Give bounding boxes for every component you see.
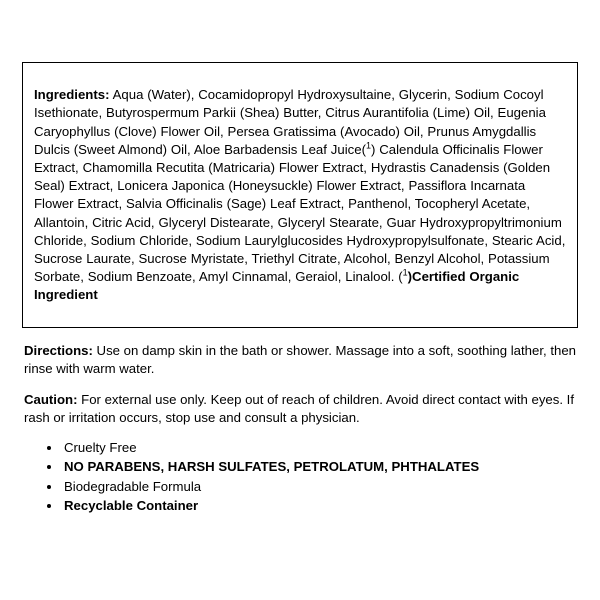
directions-label: Directions: (24, 342, 93, 358)
directions-paragraph (22, 342, 578, 378)
ingredients-footnote-marker-2: 1 (402, 267, 408, 278)
directions-body: Use on damp skin in the bath or shower. Massage into a soft, soothing lather, then rinse with warm water. (24, 342, 576, 377)
ingredients-body-continued: ) Calendula Officinalis Flower Extract, Chamomilla Recutita (Matricaria) Flower Extract, Hydrastis Canadensis (Golden Seal) Extract, Lonicera Japonica (Honeysuckle) Flower Extract, Passiflora Incarnata Flower Extract, Salvia Officinalis (Sage) Leaf Extract, Panthenol, Tocopheryl Acetate, Allantoin, Citric Acid, Glyceryl Distearate, Glyceryl Stearate, Guar Hydroxypropyltrimonium Chloride, Sodium Chloride, Sodium Laurylglucosides Hydroxypropylsulfonate, Stearic Acid, Sucrose Laurate, Sucrose Myristate, Triethyl Citrate, Alcohol, Benzyl Alcohol, Potassium Sorbate, Sodium Benzoate, Amyl Cinnamal, Geraiol, Linalool. ( (34, 141, 566, 285)
certified-organic-note: )Certified Organic Ingredient (34, 269, 520, 303)
list-item (62, 457, 578, 477)
list-item (62, 438, 578, 458)
caution-label: Caution: (24, 392, 78, 408)
ingredients-box (22, 62, 578, 328)
list-item (62, 496, 578, 516)
claim-text: Cruelty Free (64, 439, 137, 455)
ingredients-paragraph (34, 86, 566, 304)
claim-text: NO PARABENS, HARSH SULFATES, PETROLATUM, PHTHALATES (64, 459, 480, 475)
claim-text: Recyclable Container (64, 498, 199, 514)
claims-list (22, 438, 578, 516)
ingredients-label: Ingredients: (34, 87, 110, 103)
ingredients-footnote-marker-1: 1 (365, 140, 371, 151)
caution-body: For external use only. Keep out of reach of children. Avoid direct contact with eyes. If rash or irritation occurs, stop use and consult a physician. (24, 392, 574, 426)
claim-text: Biodegradable Formula (64, 478, 202, 494)
list-item (62, 477, 578, 497)
ingredients-body: Aqua (Water), Cocamidopropyl Hydroxysultaine, Glycerin, Sodium Cocoyl Isethionate, Butyrospermum Parkii (Shea) Butter, Citrus Aurantifolia (Lime) Oil, Eugenia Caryophyllus (Clove) Flower Oil, Persea Gratissima (Avocado) Oil, Prunus Amygdallis Dulcis (Sweet Almond) Oil, Aloe Barbadensis Leaf Juice( (34, 87, 546, 157)
caution-paragraph (22, 391, 578, 427)
